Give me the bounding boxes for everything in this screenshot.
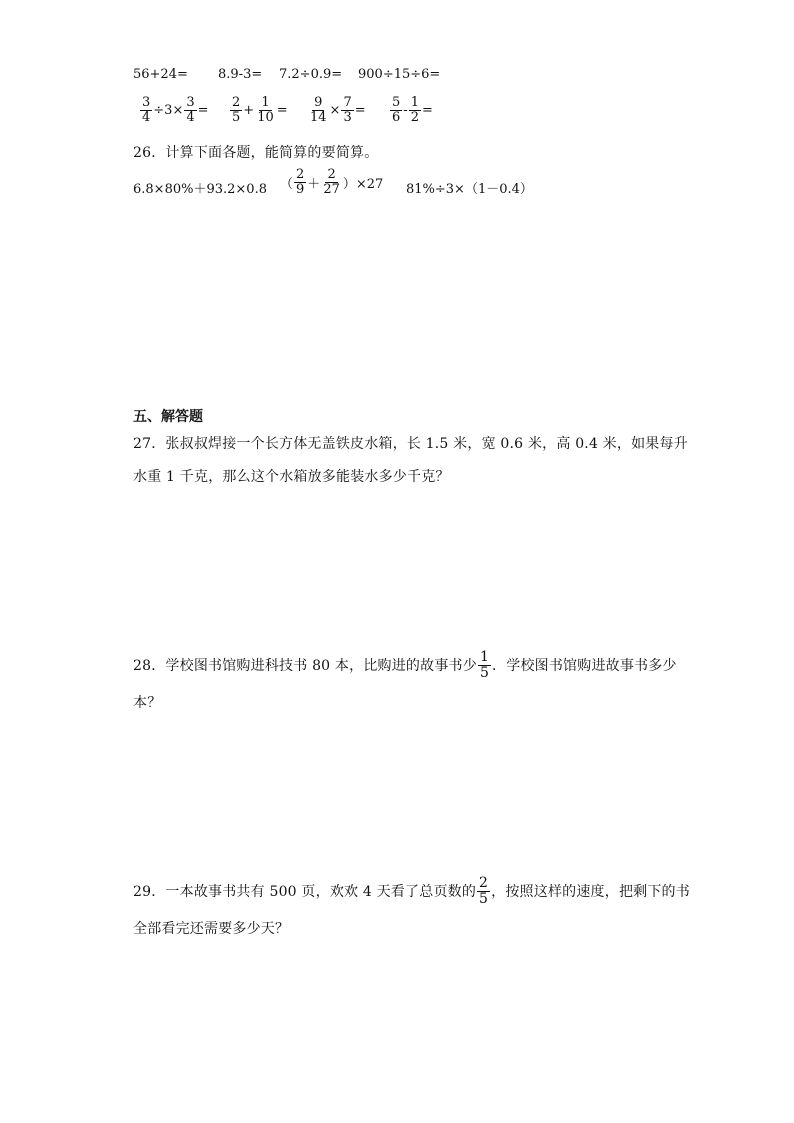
- fraction: $\frac{5}{6}$: [392, 95, 401, 125]
- fraction: $\frac{1}{5}$: [479, 649, 490, 681]
- operator: ＋: [307, 176, 321, 192]
- q29-line-2: 全部看完还需要多少天？: [133, 921, 290, 937]
- fraction: $\frac{9}{14}$: [310, 95, 327, 125]
- close-paren: ）×27: [342, 176, 384, 192]
- fraction: $\frac{3}{4}$: [186, 95, 195, 125]
- q29-text-pre: 29．一本故事书共有 500 页，欢欢 4 天看了总页数的: [133, 884, 477, 901]
- q27-line-2: 水重 1 千克，那么这个水箱放多能装水多少千克？: [133, 469, 450, 485]
- oral-calc-1: 56+24=: [133, 67, 188, 82]
- oral-calc-2: 8.9-3=: [218, 67, 263, 82]
- oral-frac-calc-3: [307, 96, 366, 124]
- fraction: $\frac{7}{3}$: [343, 95, 352, 125]
- operator: +: [243, 102, 255, 118]
- q29-text-post: ，按照这样的速度，把剩下的书: [491, 884, 690, 901]
- open-paren: （: [280, 176, 294, 192]
- section-heading: 五、解答题: [133, 409, 203, 425]
- oral-calc-3: 7.2÷0.9=: [279, 67, 343, 82]
- operator: ÷3×: [153, 102, 184, 118]
- q26-title: 26．计算下面各题，能简算的要简算。: [133, 145, 379, 161]
- q28-line-2: 本？: [133, 695, 162, 711]
- q28-text-post: ．学校图书馆购进故事书多少: [492, 658, 677, 675]
- equals: =: [276, 102, 288, 118]
- q27-line-1: 27．张叔叔焊接一个长方体无盖铁皮水箱，长 1.5 米，宽 0.6 米，高 0.4 米，如果每升: [133, 436, 688, 452]
- oral-frac-calc-1: [139, 96, 209, 124]
- q26-expr-1: 6.8×80%＋93.2×0.8: [133, 182, 267, 197]
- q28-text-pre: 28．学校图书馆购进科技书 80 本，比购进的故事书少: [133, 658, 477, 675]
- oral-frac-calc-2: [229, 96, 288, 124]
- oral-calc-4: 900÷15÷6=: [358, 67, 441, 82]
- q28-line-1: [133, 650, 677, 680]
- fraction: $\frac{1}{10}$: [257, 95, 274, 125]
- fraction: $\frac{2}{9}$: [296, 167, 305, 197]
- fraction: $\frac{1}{2}$: [410, 95, 419, 125]
- fraction: $\frac{2}{5}$: [232, 95, 241, 125]
- fraction: $\frac{3}{4}$: [142, 95, 151, 125]
- equals: =: [421, 102, 433, 118]
- q26-expr-3: 81%÷3×（1－0.4）: [406, 182, 533, 197]
- fraction: $\frac{2}{5}$: [479, 875, 489, 907]
- q26-expr-2: [280, 168, 383, 196]
- operator: -: [403, 102, 408, 118]
- fraction: $\frac{2}{27}$: [323, 167, 340, 197]
- equals: =: [354, 102, 366, 118]
- equals: =: [197, 102, 209, 118]
- oral-frac-calc-4: [389, 96, 433, 124]
- q29-line-1: [133, 876, 690, 906]
- operator: ×: [329, 102, 341, 118]
